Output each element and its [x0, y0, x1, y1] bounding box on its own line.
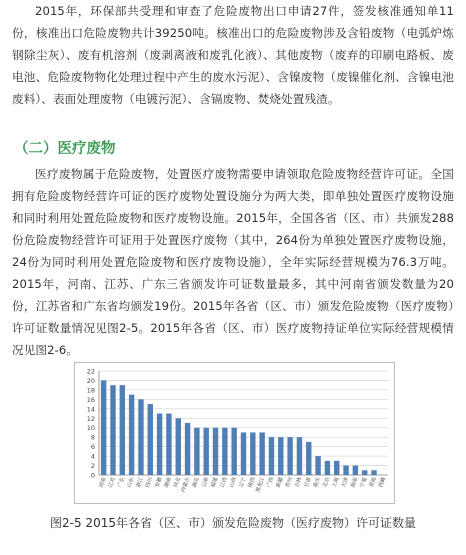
x-tick-label: 云南 — [200, 476, 211, 489]
bar — [213, 428, 218, 475]
y-tick-label: 20 — [86, 376, 95, 385]
x-tick-label: 内蒙古 — [180, 476, 192, 494]
bar — [148, 404, 153, 475]
x-tick-label: 山东 — [126, 476, 136, 489]
bar — [129, 395, 134, 475]
y-tick-label: 4 — [90, 452, 95, 461]
bar — [325, 461, 330, 475]
y-tick-label: 6 — [90, 443, 95, 452]
bar — [315, 456, 320, 475]
x-tick-label: 湖南 — [163, 476, 173, 489]
x-tick-label: 新疆 — [275, 476, 285, 489]
paragraph-medical-waste: 医疗废物属于危险废物，处置医疗废物需要申请领取危险废物经营许可证。全国拥有危险废物经营许可证的医疗废物处置设施分为两大类，即单独处置医疗废物设施和同时利用处置危险废物和医疗废物设施。2015年，全国各省（区、市）共颁发288份危险废物经营许可证用于处置医疗废物（其中，264份为单独处置医疗废物设施，24份为同时利用处置危险废物和医疗废物设施），全年实际经营规模为76.3万吨。2015年，河南、江苏、广东三省颁发许可证数量最多，其中河南省颁发数量为20份，江苏省和广东省均颁发19份。2015年各省（区、市）颁发危险废物（医疗废物）许可证数量情况见图2-5。2015年各省（区、市）医疗废物持证单位实际经营规模情况见图2-6。 — [12, 167, 454, 357]
x-tick-label: 青海 — [368, 476, 378, 489]
y-tick-label: 0 — [90, 471, 95, 480]
bar — [306, 442, 311, 475]
bar — [138, 399, 143, 475]
x-tick-label: 河南 — [98, 476, 108, 489]
x-tick-label: 黑龙江 — [255, 476, 267, 494]
x-tick-label: 江西 — [219, 476, 229, 489]
x-tick-label: 陕西 — [247, 476, 257, 489]
figure-caption: 图2-5 2015年各省（区、市）颁发危险废物（医疗废物）许可证数量 — [50, 516, 416, 530]
x-tick-label: 四川 — [144, 476, 155, 489]
x-tick-label: 安徽 — [154, 476, 164, 489]
y-tick-label: 8 — [90, 433, 95, 442]
x-tick-label: 海南 — [350, 476, 360, 489]
bar — [157, 414, 162, 475]
x-tick-label: 北京 — [322, 476, 332, 489]
bar — [222, 428, 227, 475]
x-tick-label: 浙江 — [135, 476, 145, 489]
x-tick-label: 湖北 — [191, 476, 201, 489]
bar — [231, 428, 236, 475]
bar — [194, 428, 199, 475]
x-tick-label: 河北 — [172, 476, 183, 489]
x-tick-label: 吉林 — [294, 476, 304, 489]
section-title-medical-waste: （二）医疗废物 — [14, 141, 116, 157]
y-tick-label: 18 — [86, 386, 95, 395]
bar — [353, 466, 358, 475]
bar — [241, 432, 246, 475]
bar — [269, 437, 274, 475]
bar — [185, 423, 190, 475]
bar — [371, 470, 376, 475]
bar — [362, 470, 367, 475]
x-tick-label: 宁夏 — [359, 476, 369, 489]
y-tick-label: 2 — [90, 462, 95, 471]
y-tick-label: 12 — [86, 414, 95, 423]
x-tick-label: 西藏 — [378, 476, 388, 489]
x-tick-label: 上海 — [331, 476, 341, 489]
x-tick-label: 辽宁 — [238, 476, 248, 489]
x-tick-label: 重庆 — [312, 476, 322, 489]
license-count-chart — [74, 362, 395, 504]
chart-svg — [75, 363, 394, 503]
bar — [101, 380, 106, 475]
bar — [287, 437, 292, 475]
y-tick-label: 14 — [86, 405, 95, 414]
y-tick-label: 16 — [86, 395, 95, 404]
bar — [110, 385, 115, 475]
x-tick-label: 广东 — [116, 476, 127, 489]
y-tick-label: 10 — [86, 424, 95, 433]
bar — [297, 437, 302, 475]
bar — [204, 428, 209, 475]
x-tick-label: 天津 — [340, 476, 350, 489]
bar — [176, 418, 181, 475]
x-tick-label: 江苏 — [107, 476, 117, 489]
bar — [334, 461, 339, 475]
x-tick-label: 广西 — [266, 476, 276, 489]
y-tick-label: 22 — [86, 367, 95, 376]
paragraph-hazardous-waste-export: 2015年，环保部共受理和审查了危险废物出口申请27件，签发核准通知单11份，核准出口危险废物共计39250吨。核准出口的危险废物涉及含铅废物（电弧炉炼钢除尘灰）、废有机溶剂（废剥离液和废乳化液）、其他废物（废弃的印刷电路板、废电池、危险废物物化处理过程中产生的废水污泥）、含镍废物（废镍催化剂、含镍电池废料）、表面处理废物（电镀污泥）、含镉废物、焚烧处置残渣。 — [12, 4, 454, 106]
x-tick-label: 福建 — [210, 476, 220, 489]
x-tick-label: 贵州 — [284, 476, 294, 489]
bar — [278, 437, 283, 475]
x-tick-label: 甘肃 — [303, 476, 313, 489]
bar — [166, 414, 171, 475]
bar — [250, 432, 255, 475]
bar — [259, 432, 264, 475]
x-tick-label: 山西 — [228, 476, 239, 489]
bar — [343, 466, 348, 475]
bar — [120, 385, 125, 475]
